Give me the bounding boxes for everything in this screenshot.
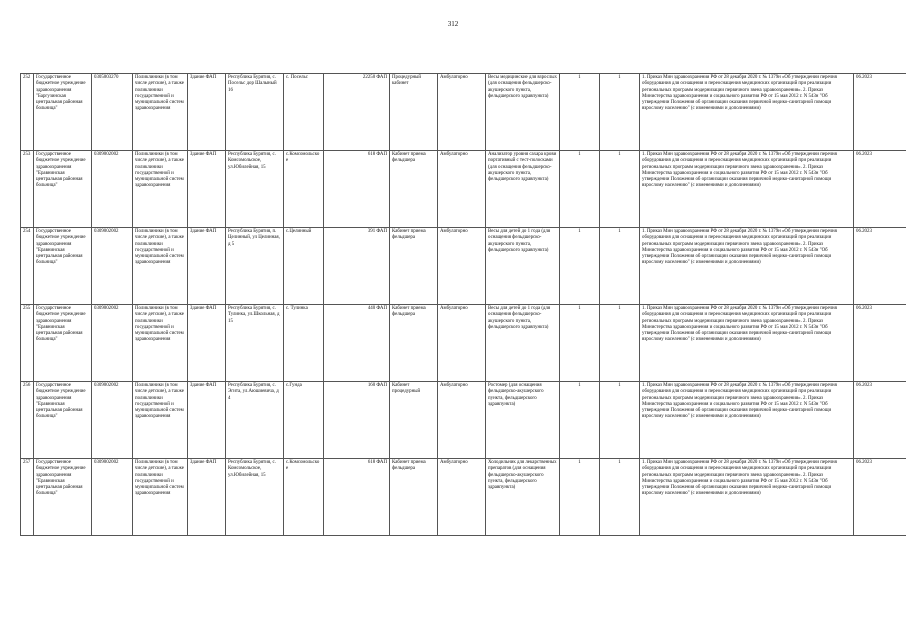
row-number: 253 <box>21 151 34 228</box>
row-number: 256 <box>21 382 34 459</box>
care-mode: Амбулаторно <box>438 74 486 151</box>
quantity-1: 1 <box>560 151 600 228</box>
activity-type: Поликлиники (в том числе детские), а также поликлиники государственной и муниципальной систем здравоохранения <box>133 74 188 151</box>
equipment: Весы для детей до 1 года (для оснащения фельдшерско-акушерского пункта, фельдшерского здравпункта) <box>486 305 560 382</box>
legal-basis: 1. Приказ Мин здравоохранения РФ от 28 декабря 2020 г. № 1379н «Об утверждении перечня оборудования для оснащения и переоснащения медицинских организаций при реализации региональных программ модернизации первичного звена здравоохранения». 2. Приказ Министерства здравоохранения и социального развития РФ от 15 мая 2012 г. N 543н "Об утверждении Положения об организации оказания первичной медико-санитарной помощи взрослому населению" (с изменениями и дополнениями) <box>640 382 854 459</box>
activity-type: Поликлиники (в том числе детские), а также поликлиники государственной и муниципальной систем здравоохранения <box>133 228 188 305</box>
inn-code: 0309002002 <box>92 228 133 305</box>
quantity-1: 1 <box>560 382 600 459</box>
due-date: 06.2023 <box>854 228 906 305</box>
due-date: 06.2023 <box>854 74 906 151</box>
building-type: Здание ФАП <box>188 305 226 382</box>
due-date: 06.2023 <box>854 305 906 382</box>
fap-code: 391 ФАП <box>324 228 390 305</box>
legal-basis: 1. Приказ Мин здравоохранения РФ от 28 декабря 2020 г. № 1379н «Об утверждении перечня оборудования для оснащения и переоснащения медицинских организаций при реализации региональных программ модернизации первичного звена здравоохранения». 2. Приказ Министерства здравоохранения и социального развития РФ от 15 мая 2012 г. N 543н "Об утверждении Положения об организации оказания первичной медико-санитарной помощи взрослому населению" (с изменениями и дополнениями) <box>640 74 854 151</box>
inn-code: 0309002002 <box>92 459 133 536</box>
fap-code: 618 ФАП <box>324 459 390 536</box>
due-date: 06.2023 <box>854 382 906 459</box>
organization-name: Государственное бюджетное учреждение здравоохранения "Еравнинская центральная районная больница" <box>34 228 92 305</box>
cabinet: Кабинет процедурный <box>390 382 438 459</box>
legal-basis: 1. Приказ Мин здравоохранения РФ от 28 декабря 2020 г. № 1379н «Об утверждении перечня оборудования для оснащения и переоснащения медицинских организаций при реализации региональных программ модернизации первичного звена здравоохранения». 2. Приказ Министерства здравоохранения и социального развития РФ от 15 мая 2012 г. N 543н "Об утверждении Положения об организации оказания первичной медико-санитарной помощи взрослому населению" (с изменениями и дополнениями) <box>640 151 854 228</box>
care-mode: Амбулаторно <box>438 151 486 228</box>
building-type: Здание ФАП <box>188 74 226 151</box>
table-row <box>21 228 906 305</box>
table-row <box>21 382 906 459</box>
cabinet: Кабинет приема фельдшера <box>390 305 438 382</box>
activity-type: Поликлиники (в том числе детские), а также поликлиники государственной и муниципальной систем здравоохранения <box>133 151 188 228</box>
activity-type: Поликлиники (в том числе детские), а также поликлиники государственной и муниципальной систем здравоохранения <box>133 305 188 382</box>
cabinet: Процедурный кабинет <box>390 74 438 151</box>
quantity-2: 1 <box>600 459 640 536</box>
settlement: с.Комсомольское <box>284 459 324 536</box>
organization-name: Государственное бюджетное учреждение здравоохранения "Еравнинская центральная районная больница" <box>34 151 92 228</box>
due-date: 06.2023 <box>854 151 906 228</box>
address: Республика Бурятия, с. Посельс дор Шалыный 16 <box>226 74 284 151</box>
quantity-2: 1 <box>600 305 640 382</box>
care-mode: Амбулаторно <box>438 382 486 459</box>
organization-name: Государственное бюджетное учреждение здравоохранения "Баргузинская центральная районная больница" <box>34 74 92 151</box>
quantity-1: 1 <box>560 228 600 305</box>
row-number: 255 <box>21 305 34 382</box>
fap-code: 22250 ФАП <box>324 74 390 151</box>
legal-basis: 1. Приказ Мин здравоохранения РФ от 28 декабря 2020 г. № 1379н «Об утверждении перечня оборудования для оснащения и переоснащения медицинских организаций при реализации региональных программ модернизации первичного звена здравоохранения». 2. Приказ Министерства здравоохранения и социального развития РФ от 15 мая 2012 г. N 543н "Об утверждении Положения об организации оказания первичной медико-санитарной помощи взрослому населению" (с изменениями и дополнениями) <box>640 459 854 536</box>
inn-code: 0309002002 <box>92 382 133 459</box>
table-row <box>21 74 906 151</box>
legal-basis: 1. Приказ Мин здравоохранения РФ от 28 декабря 2020 г. № 1379н «Об утверждении перечня оборудования для оснащения и переоснащения медицинских организаций при реализации региональных программ модернизации первичного звена здравоохранения». 2. Приказ Министерства здравоохранения и социального развития РФ от 15 мая 2012 г. N 543н "Об утверждении Положения об организации оказания первичной медико-санитарной помощи взрослому населению" (с изменениями и дополнениями) <box>640 228 854 305</box>
table-row <box>21 151 906 228</box>
organization-name: Государственное бюджетное учреждение здравоохранения "Еравнинская центральная районная больница" <box>34 382 92 459</box>
building-type: Здание ФАП <box>188 151 226 228</box>
quantity-1: 1 <box>560 305 600 382</box>
equipment-table <box>20 73 906 536</box>
settlement: с.Целинный <box>284 228 324 305</box>
quantity-1: 1 <box>560 74 600 151</box>
inn-code: 0309002002 <box>92 305 133 382</box>
fap-code: 160 ФАП <box>324 382 390 459</box>
settlement: с. Тулинка <box>284 305 324 382</box>
organization-name: Государственное бюджетное учреждение здравоохранения "Еравнинская центральная районная больница" <box>34 459 92 536</box>
quantity-2: 1 <box>600 228 640 305</box>
building-type: Здание ФАП <box>188 382 226 459</box>
row-number: 252 <box>21 74 34 151</box>
address: Республика Бурятия, с. Комсомольское, ул.Юбилейная, 15 <box>226 459 284 536</box>
settlement: с.Гунда <box>284 382 324 459</box>
activity-type: Поликлиники (в том числе детские), а также поликлиники государственной и муниципальной систем здравоохранения <box>133 382 188 459</box>
row-number: 254 <box>21 228 34 305</box>
care-mode: Амбулаторно <box>438 305 486 382</box>
organization-name: Государственное бюджетное учреждение здравоохранения "Еравнинская центральная районная больница" <box>34 305 92 382</box>
building-type: Здание ФАП <box>188 459 226 536</box>
page-number: 312 <box>447 20 459 28</box>
equipment: Весы медицинские для взрослых (для оснащения фельдшерско-акушерского пункта, фельдшерского здравпункта) <box>486 74 560 151</box>
care-mode: Амбулаторно <box>438 228 486 305</box>
address: Республика Бурятия, с. Комсомольское, ул.Юбилейная, 15 <box>226 151 284 228</box>
quantity-2: 1 <box>600 382 640 459</box>
settlement: с.Комсомольское <box>284 151 324 228</box>
cabinet: Кабинет приема фельдшера <box>390 459 438 536</box>
inn-code: 0309002002 <box>92 151 133 228</box>
address: Республика Бурятия, п. Целинный, ул Целинная, д 5 <box>226 228 284 305</box>
quantity-1: 1 <box>560 459 600 536</box>
activity-type: Поликлиники (в том числе детские), а также поликлиники государственной и муниципальной систем здравоохранения <box>133 459 188 536</box>
quantity-2: 1 <box>600 151 640 228</box>
equipment: Ростомер (для оснащения фельдшерско-акушерского пункта, фельдшерского здравпункта) <box>486 382 560 459</box>
cabinet: Кабинет приема фельдшера <box>390 228 438 305</box>
address: Республика Бурятия, с. Эгита, ул.Аюшиевича, д 4 <box>226 382 284 459</box>
equipment: Анализатор уровня сахара крови портативный с тест-полосками (для оснащения фельдшерско-акушерского пункта, фельдшерского здравпункта) <box>486 151 560 228</box>
fap-code: 618 ФАП <box>324 151 390 228</box>
equipment: Весы для детей до 1 года (для оснащения фельдшерско-акушерского пункта, фельдшерского здравпункта) <box>486 228 560 305</box>
building-type: Здание ФАП <box>188 228 226 305</box>
legal-basis: 1. Приказ Мин здравоохранения РФ от 28 декабря 2020 г. № 1379н «Об утверждении перечня оборудования для оснащения и переоснащения медицинских организаций при реализации региональных программ модернизации первичного звена здравоохранения». 2. Приказ Министерства здравоохранения и социального развития РФ от 15 мая 2012 г. N 543н "Об утверждении Положения об организации оказания первичной медико-санитарной помощи взрослому населению" (с изменениями и дополнениями) <box>640 305 854 382</box>
address: Республика Бурятия, с. Тулинка, ул.Школьная, д 15 <box>226 305 284 382</box>
inn-code: 0305003270 <box>92 74 133 151</box>
quantity-2: 1 <box>600 74 640 151</box>
equipment: Холодильник для лекарственных препаратов (для оснащения фельдшерско-акушерского пункта, фельдшерского здравпункта) <box>486 459 560 536</box>
due-date: 06.2023 <box>854 459 906 536</box>
table-row <box>21 459 906 536</box>
settlement: с. Посельс <box>284 74 324 151</box>
fap-code: 440 ФАП <box>324 305 390 382</box>
table-row <box>21 305 906 382</box>
cabinet: Кабинет приема фельдшера <box>390 151 438 228</box>
care-mode: Амбулаторно <box>438 459 486 536</box>
row-number: 257 <box>21 459 34 536</box>
